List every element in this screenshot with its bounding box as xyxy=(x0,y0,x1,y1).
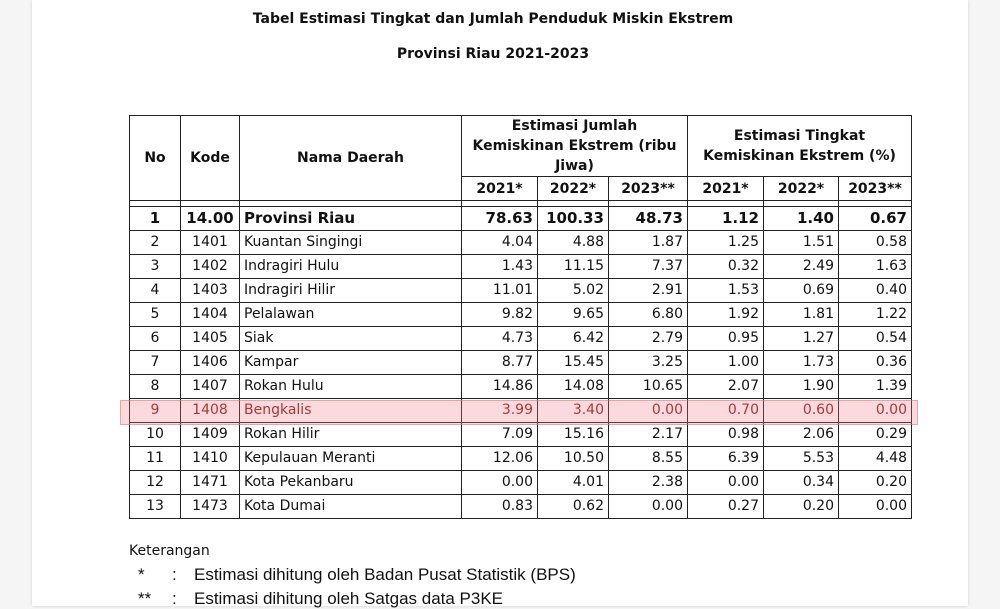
cell-tingkat-2022: 1.73 xyxy=(764,351,839,375)
cell-tingkat-2022: 1.90 xyxy=(764,375,839,399)
cell-tingkat-2021: 0.98 xyxy=(688,423,764,447)
cell-tingkat-2021: 0.70 xyxy=(688,399,764,423)
cell-tingkat-2023: 0.20 xyxy=(839,471,912,495)
cell-tingkat-2023: 0.00 xyxy=(839,495,912,519)
note-item: * : Estimasi dihitung oleh Badan Pusat Statistik (BPS) xyxy=(138,565,576,584)
cell-jumlah-2021: 12.06 xyxy=(462,447,538,471)
cell-jumlah-2023: 0.00 xyxy=(609,495,688,519)
document-title: Tabel Estimasi Tingkat dan Jumlah Penduduk Miskin Ekstrem xyxy=(252,11,734,27)
cell-no: 11 xyxy=(130,447,181,471)
cell-nama-daerah: Provinsi Riau xyxy=(240,207,462,231)
cell-tingkat-2023: 0.67 xyxy=(839,207,912,231)
header-no: No xyxy=(130,116,181,201)
cell-tingkat-2023: 0.58 xyxy=(839,231,912,255)
cell-tingkat-2021: 1.25 xyxy=(688,231,764,255)
table-row xyxy=(130,279,912,303)
cell-kode: 1408 xyxy=(181,399,240,423)
cell-tingkat-2023: 0.29 xyxy=(839,423,912,447)
cell-jumlah-2021: 0.83 xyxy=(462,495,538,519)
cell-no: 4 xyxy=(130,279,181,303)
cell-tingkat-2022: 1.81 xyxy=(764,303,839,327)
cell-tingkat-2023: 0.54 xyxy=(839,327,912,351)
header-year-jumlah-2023: 2023** xyxy=(609,177,688,201)
cell-nama-daerah: Pelalawan xyxy=(240,303,462,327)
cell-tingkat-2022: 0.34 xyxy=(764,471,839,495)
cell-jumlah-2021: 7.09 xyxy=(462,423,538,447)
cell-nama-daerah: Kota Dumai xyxy=(240,495,462,519)
cell-tingkat-2021: 1.92 xyxy=(688,303,764,327)
cell-nama-daerah: Kuantan Singingi xyxy=(240,231,462,255)
cell-tingkat-2022: 1.27 xyxy=(764,327,839,351)
cell-tingkat-2023: 1.63 xyxy=(839,255,912,279)
cell-no: 9 xyxy=(130,399,181,423)
cell-kode: 1410 xyxy=(181,447,240,471)
table-row xyxy=(130,231,912,255)
cell-jumlah-2023: 2.38 xyxy=(609,471,688,495)
table-row xyxy=(130,207,912,231)
header-kode: Kode xyxy=(181,116,240,201)
cell-jumlah-2021: 4.73 xyxy=(462,327,538,351)
cell-jumlah-2022: 15.45 xyxy=(538,351,609,375)
note-symbol: ** xyxy=(138,589,152,608)
cell-nama-daerah: Rokan Hulu xyxy=(240,375,462,399)
cell-jumlah-2022: 11.15 xyxy=(538,255,609,279)
cell-no: 10 xyxy=(130,423,181,447)
header-year-jumlah-2022: 2022* xyxy=(538,177,609,201)
cell-tingkat-2022: 1.51 xyxy=(764,231,839,255)
cell-tingkat-2023: 1.22 xyxy=(839,303,912,327)
cell-jumlah-2022: 9.65 xyxy=(538,303,609,327)
cell-jumlah-2023: 2.79 xyxy=(609,327,688,351)
poverty-table xyxy=(129,115,912,519)
cell-tingkat-2021: 1.12 xyxy=(688,207,764,231)
cell-nama-daerah: Kampar xyxy=(240,351,462,375)
header-year-jumlah-2021: 2021* xyxy=(462,177,538,201)
cell-kode: 1473 xyxy=(181,495,240,519)
cell-no: 3 xyxy=(130,255,181,279)
cell-kode: 1401 xyxy=(181,231,240,255)
table-row xyxy=(130,495,912,519)
cell-tingkat-2022: 0.20 xyxy=(764,495,839,519)
document-subtitle: Provinsi Riau 2021-2023 xyxy=(396,46,590,62)
cell-tingkat-2021: 1.53 xyxy=(688,279,764,303)
cell-tingkat-2021: 6.39 xyxy=(688,447,764,471)
cell-jumlah-2023: 6.80 xyxy=(609,303,688,327)
table-row xyxy=(130,423,912,447)
table-row xyxy=(130,303,912,327)
cell-tingkat-2021: 0.27 xyxy=(688,495,764,519)
cell-kode: 1406 xyxy=(181,351,240,375)
table-row xyxy=(130,399,912,423)
cell-jumlah-2021: 3.99 xyxy=(462,399,538,423)
cell-jumlah-2022: 10.50 xyxy=(538,447,609,471)
cell-no: 5 xyxy=(130,303,181,327)
cell-jumlah-2022: 15.16 xyxy=(538,423,609,447)
cell-jumlah-2022: 3.40 xyxy=(538,399,609,423)
cell-jumlah-2021: 78.63 xyxy=(462,207,538,231)
cell-jumlah-2022: 4.01 xyxy=(538,471,609,495)
note-item: ** : Estimasi dihitung oleh Satgas data P3KE xyxy=(138,589,504,608)
cell-tingkat-2022: 0.69 xyxy=(764,279,839,303)
cell-no: 7 xyxy=(130,351,181,375)
cell-tingkat-2022: 0.60 xyxy=(764,399,839,423)
cell-kode: 1407 xyxy=(181,375,240,399)
note-symbol: * xyxy=(138,565,145,584)
cell-jumlah-2023: 1.87 xyxy=(609,231,688,255)
cell-jumlah-2021: 4.04 xyxy=(462,231,538,255)
cell-nama-daerah: Rokan Hilir xyxy=(240,423,462,447)
header-year-tingkat-2023: 2023** xyxy=(839,177,912,201)
cell-tingkat-2021: 0.95 xyxy=(688,327,764,351)
cell-no: 12 xyxy=(130,471,181,495)
cell-jumlah-2022: 100.33 xyxy=(538,207,609,231)
cell-tingkat-2021: 0.00 xyxy=(688,471,764,495)
cell-nama-daerah: Bengkalis xyxy=(240,399,462,423)
cell-no: 2 xyxy=(130,231,181,255)
cell-kode: 14.00 xyxy=(181,207,240,231)
cell-jumlah-2023: 3.25 xyxy=(609,351,688,375)
cell-tingkat-2021: 2.07 xyxy=(688,375,764,399)
cell-tingkat-2022: 5.53 xyxy=(764,447,839,471)
cell-jumlah-2023: 0.00 xyxy=(609,399,688,423)
cell-kode: 1405 xyxy=(181,327,240,351)
cell-jumlah-2021: 0.00 xyxy=(462,471,538,495)
cell-jumlah-2023: 48.73 xyxy=(609,207,688,231)
table-row xyxy=(130,375,912,399)
cell-jumlah-2021: 9.82 xyxy=(462,303,538,327)
cell-kode: 1402 xyxy=(181,255,240,279)
cell-tingkat-2023: 0.00 xyxy=(839,399,912,423)
header-group-jumlah: Estimasi Jumlah Kemiskinan Ekstrem (ribu Jiwa) xyxy=(462,116,688,177)
table-row xyxy=(130,471,912,495)
cell-jumlah-2021: 14.86 xyxy=(462,375,538,399)
header-nama-daerah: Nama Daerah xyxy=(240,116,462,201)
table-row xyxy=(130,255,912,279)
cell-tingkat-2022: 2.49 xyxy=(764,255,839,279)
cell-jumlah-2022: 6.42 xyxy=(538,327,609,351)
notes-title: Keterangan xyxy=(129,543,210,559)
cell-nama-daerah: Indragiri Hulu xyxy=(240,255,462,279)
cell-jumlah-2022: 14.08 xyxy=(538,375,609,399)
cell-no: 1 xyxy=(130,207,181,231)
cell-jumlah-2021: 8.77 xyxy=(462,351,538,375)
cell-tingkat-2022: 2.06 xyxy=(764,423,839,447)
cell-jumlah-2022: 4.88 xyxy=(538,231,609,255)
cell-kode: 1471 xyxy=(181,471,240,495)
cell-jumlah-2023: 2.91 xyxy=(609,279,688,303)
cell-no: 13 xyxy=(130,495,181,519)
cell-no: 6 xyxy=(130,327,181,351)
cell-tingkat-2021: 1.00 xyxy=(688,351,764,375)
header-group-tingkat: Estimasi Tingkat Kemiskinan Ekstrem (%) xyxy=(688,116,912,177)
note-text: Estimasi dihitung oleh Satgas data P3KE xyxy=(194,589,504,608)
cell-tingkat-2023: 1.39 xyxy=(839,375,912,399)
cell-tingkat-2021: 0.32 xyxy=(688,255,764,279)
cell-nama-daerah: Kepulauan Meranti xyxy=(240,447,462,471)
cell-jumlah-2022: 0.62 xyxy=(538,495,609,519)
table-row xyxy=(130,447,912,471)
cell-jumlah-2023: 2.17 xyxy=(609,423,688,447)
table-row xyxy=(130,351,912,375)
table-row xyxy=(130,327,912,351)
note-text: Estimasi dihitung oleh Badan Pusat Statistik (BPS) xyxy=(194,565,576,584)
cell-jumlah-2023: 10.65 xyxy=(609,375,688,399)
cell-kode: 1404 xyxy=(181,303,240,327)
header-year-tingkat-2022: 2022* xyxy=(764,177,839,201)
cell-jumlah-2022: 5.02 xyxy=(538,279,609,303)
cell-no: 8 xyxy=(130,375,181,399)
cell-nama-daerah: Siak xyxy=(240,327,462,351)
cell-kode: 1403 xyxy=(181,279,240,303)
table-body xyxy=(130,201,912,519)
header-year-tingkat-2021: 2021* xyxy=(688,177,764,201)
cell-tingkat-2023: 4.48 xyxy=(839,447,912,471)
cell-nama-daerah: Indragiri Hilir xyxy=(240,279,462,303)
cell-kode: 1409 xyxy=(181,423,240,447)
cell-jumlah-2023: 8.55 xyxy=(609,447,688,471)
cell-tingkat-2023: 0.36 xyxy=(839,351,912,375)
cell-tingkat-2022: 1.40 xyxy=(764,207,839,231)
cell-jumlah-2021: 1.43 xyxy=(462,255,538,279)
cell-jumlah-2023: 7.37 xyxy=(609,255,688,279)
cell-tingkat-2023: 0.40 xyxy=(839,279,912,303)
cell-jumlah-2021: 11.01 xyxy=(462,279,538,303)
cell-nama-daerah: Kota Pekanbaru xyxy=(240,471,462,495)
